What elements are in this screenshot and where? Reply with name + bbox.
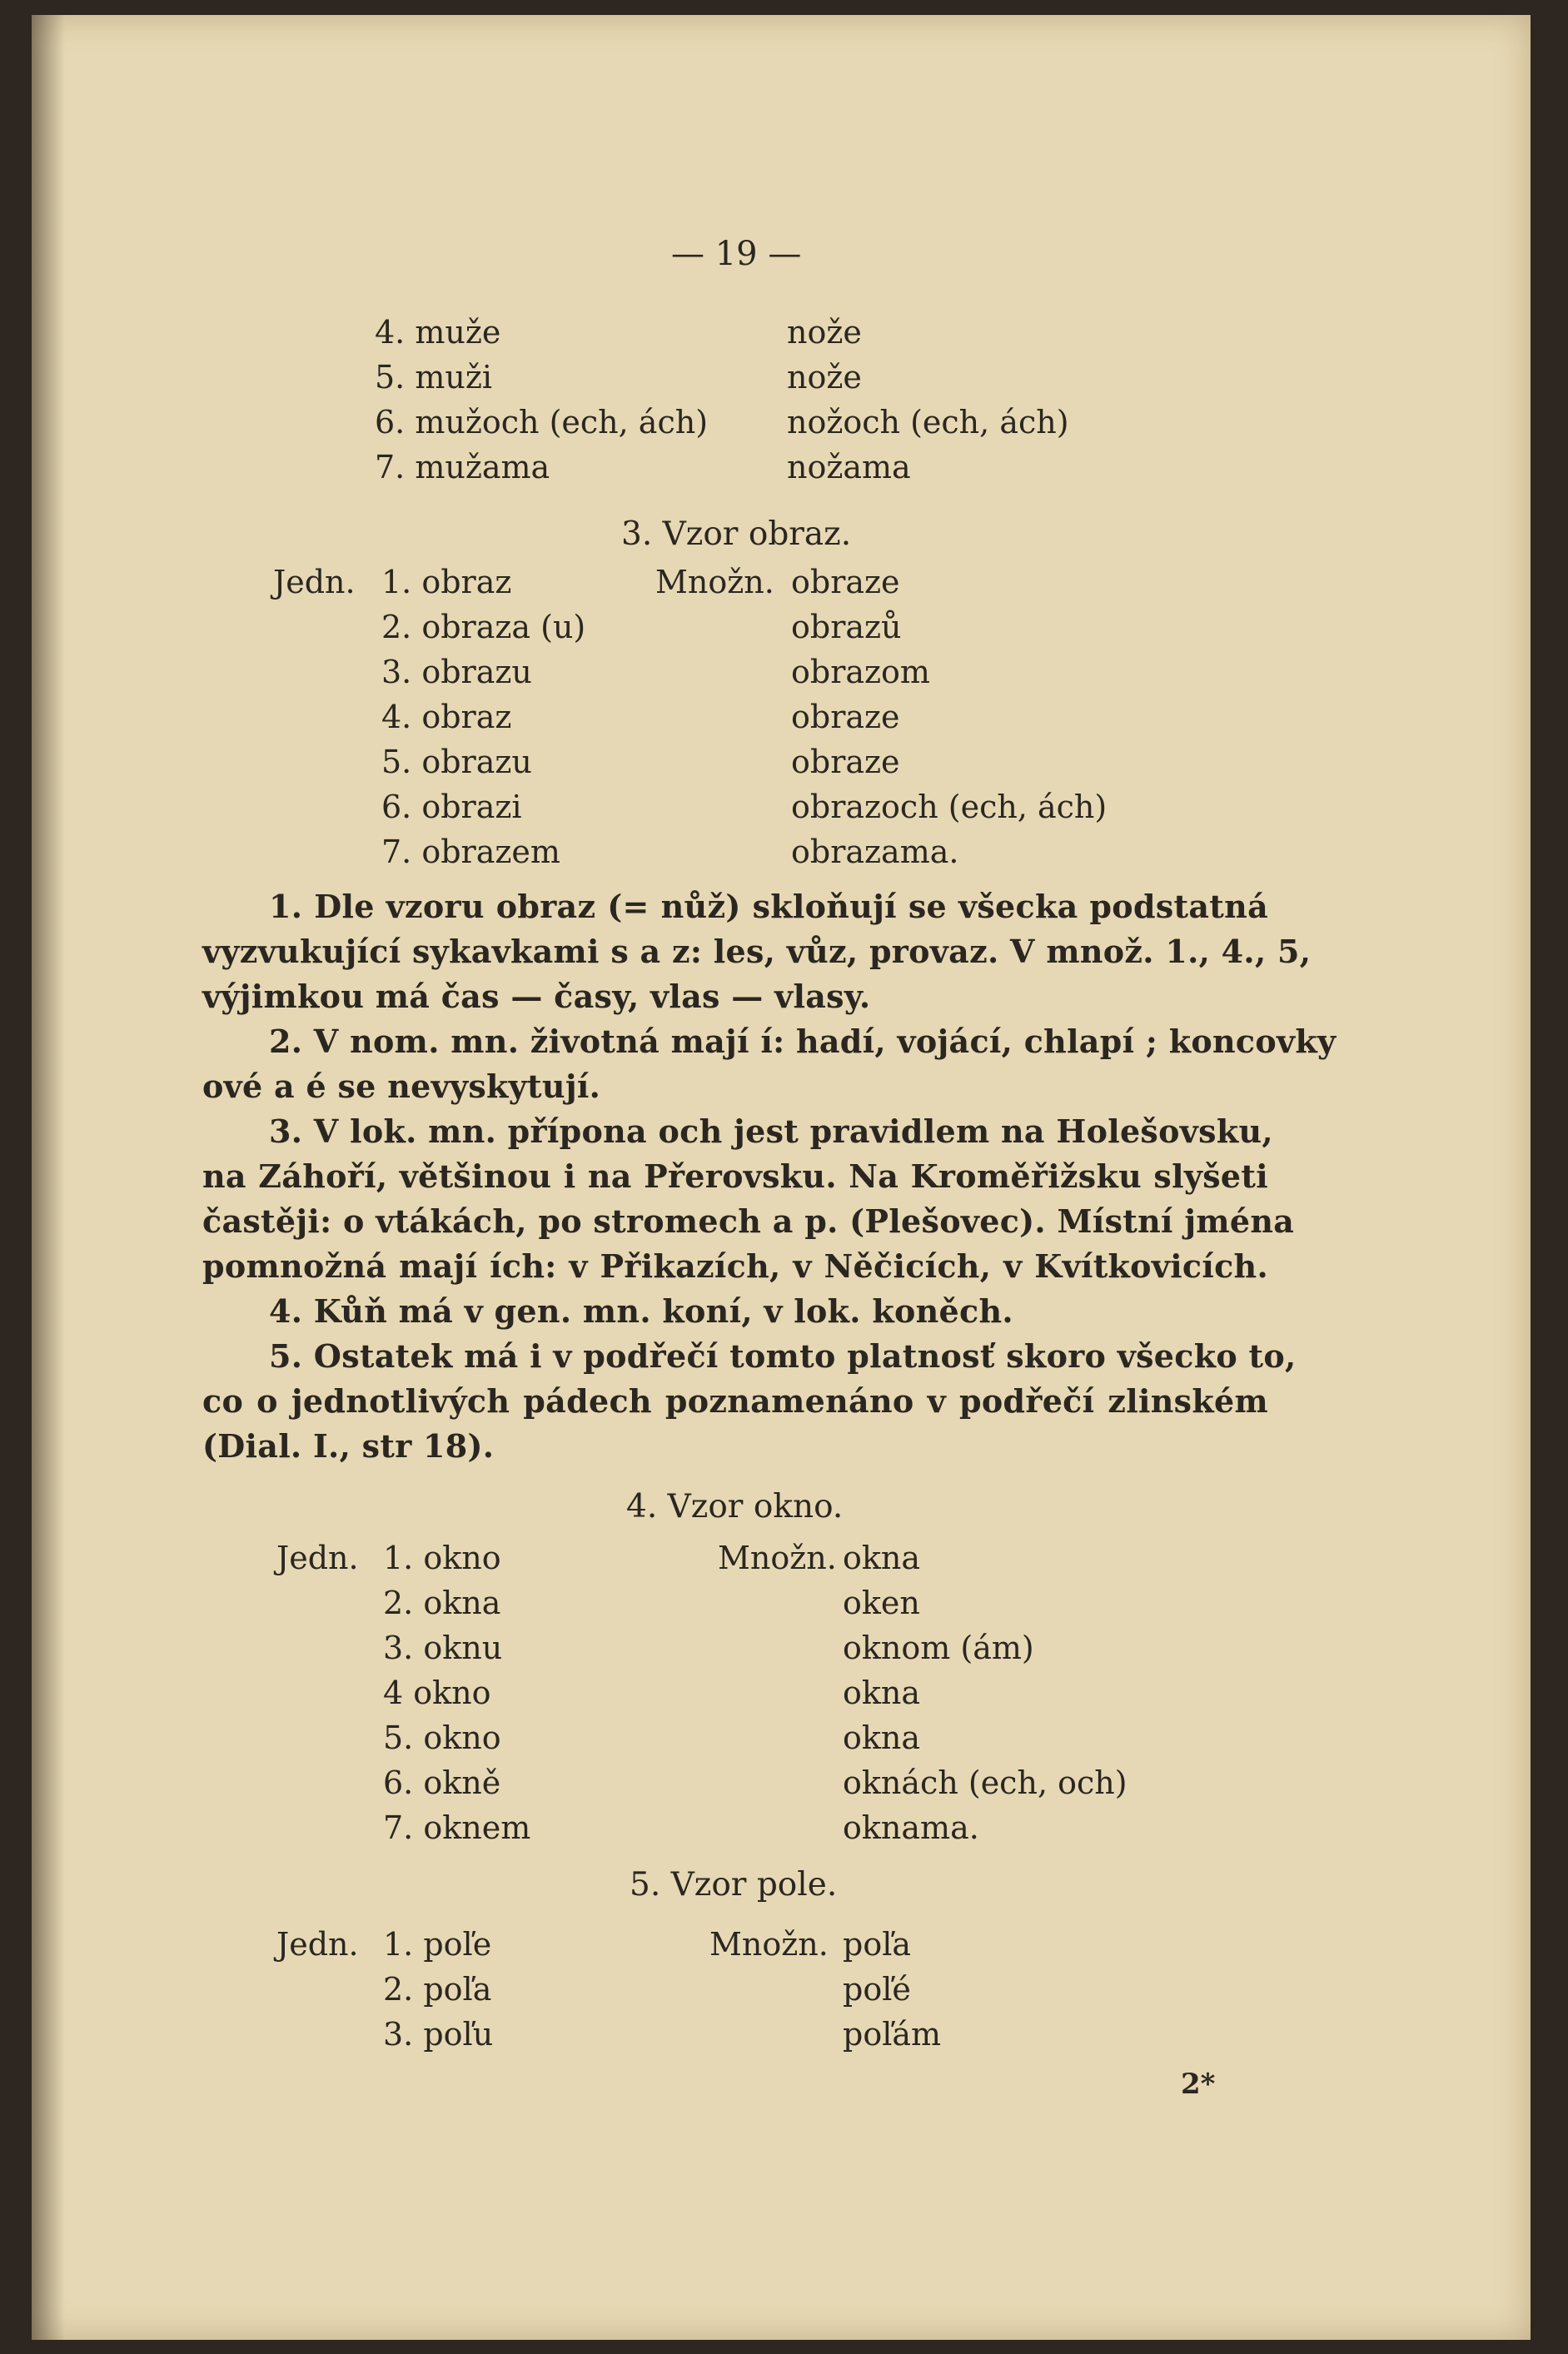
okno-pl-6: oknách (ech, och) xyxy=(843,1764,1127,1801)
obraz-pl-2: obrazů xyxy=(791,609,902,645)
note-line-7: na Záhoří, většinou i na Přerovsku. Na Kroměřižsku slyšeti xyxy=(202,1157,1268,1195)
note-line-3: výjimkou má čas — časy, vlas — vlasy. xyxy=(202,978,871,1015)
note-line-13: (Dial. I., str 18). xyxy=(202,1427,495,1465)
muz-pl-5: nože xyxy=(787,359,862,396)
pole-pl-1: poľa xyxy=(843,1926,912,1963)
okno-pl-2: oken xyxy=(843,1585,920,1621)
obraz-heading: 3. Vzor obraz. xyxy=(621,515,852,553)
obraz-sg-4: 4. obraz xyxy=(381,699,512,735)
page-number: — 19 — xyxy=(671,235,802,273)
pole-heading: 5. Vzor pole. xyxy=(630,1866,838,1904)
okno-sg-2: 2. okna xyxy=(383,1585,501,1621)
okno-sg-7: 7. oknem xyxy=(383,1809,531,1846)
muz-pl-4: nože xyxy=(787,314,862,351)
obraz-jedn-label: Jedn. xyxy=(273,564,356,600)
okno-pl-4: okna xyxy=(843,1675,921,1711)
okno-pl-5: okna xyxy=(843,1719,921,1756)
note-line-6: 3. V lok. mn. přípona och jest pravidlem na Holešovsku, xyxy=(269,1112,1273,1150)
obraz-sg-2: 2. obraza (u) xyxy=(381,609,586,645)
obraz-sg-3: 3. obrazu xyxy=(381,654,532,690)
obraz-mnozn-label: Množn. xyxy=(655,564,774,600)
okno-pl-7: oknama. xyxy=(843,1809,979,1846)
note-line-2: vyzvukující sykavkami s a z: les, vůz, provaz. V množ. 1., 4., 5, xyxy=(202,933,1312,970)
obraz-pl-7: obrazama. xyxy=(791,834,959,870)
obraz-sg-5: 5. obrazu xyxy=(381,744,532,780)
obraz-pl-3: obrazom xyxy=(791,654,930,690)
okno-sg-5: 5. okno xyxy=(383,1719,501,1756)
note-line-11: 5. Ostatek má i v podřečí tomto platnosť skoro všecko to, xyxy=(269,1337,1297,1375)
muz-sg-4: 4. muže xyxy=(375,314,501,351)
okno-pl-3: oknom (ám) xyxy=(843,1630,1034,1666)
note-line-12: co o jednotlivých pádech poznamenáno v podřečí zlinském xyxy=(202,1382,1268,1420)
okno-pl-1: okna xyxy=(843,1540,921,1576)
obraz-sg-6: 6. obrazi xyxy=(381,789,522,825)
pole-mnozn-label: Množn. xyxy=(709,1926,829,1963)
okno-heading: 4. Vzor okno. xyxy=(626,1488,844,1525)
obraz-pl-6: obrazoch (ech, ách) xyxy=(791,789,1108,825)
okno-mnozn-label: Množn. xyxy=(718,1540,837,1576)
okno-sg-4: 4 okno xyxy=(383,1675,491,1711)
obraz-pl-1: obraze xyxy=(791,564,900,600)
obraz-pl-4: obraze xyxy=(791,699,900,735)
muz-sg-7: 7. mužama xyxy=(375,449,550,485)
pole-pl-3: poľám xyxy=(843,2016,942,2053)
signature-mark: 2* xyxy=(1181,2068,1216,2101)
muz-pl-6: nožoch (ech, ách) xyxy=(787,404,1069,440)
pole-pl-2: poľé xyxy=(843,1971,911,2008)
okno-sg-6: 6. okně xyxy=(383,1764,501,1801)
note-line-9: pomnožná mají ích: v Přikazích, v Něčicích, v Kvítkovicích. xyxy=(202,1247,1268,1285)
pole-sg-1: 1. poľe xyxy=(383,1926,492,1963)
note-line-1: 1. Dle vzoru obraz (= nůž) skloňují se všecka podstatná xyxy=(269,888,1268,925)
note-line-8: častěji: o vtákách, po stromech a p. (Plešovec). Místní jména xyxy=(202,1202,1295,1240)
muz-sg-6: 6. mužoch (ech, ách) xyxy=(375,404,709,440)
pole-jedn-label: Jedn. xyxy=(276,1926,359,1963)
note-line-5: ové a é se nevyskytují. xyxy=(202,1068,601,1105)
muz-pl-7: nožama xyxy=(787,449,911,485)
okno-jedn-label: Jedn. xyxy=(276,1540,359,1576)
okno-sg-1: 1. okno xyxy=(383,1540,501,1576)
note-line-10: 4. Kůň má v gen. mn. koní, v lok. koněch. xyxy=(269,1292,1013,1330)
pole-sg-2: 2. poľa xyxy=(383,1971,492,2008)
obraz-sg-1: 1. obraz xyxy=(381,564,512,600)
note-line-4: 2. V nom. mn. životná mají í: hadí, vojácí, chlapí ; koncovky xyxy=(269,1023,1337,1060)
muz-sg-5: 5. muži xyxy=(375,359,493,396)
pole-sg-3: 3. poľu xyxy=(383,2016,494,2053)
obraz-sg-7: 7. obrazem xyxy=(381,834,560,870)
okno-sg-3: 3. oknu xyxy=(383,1630,503,1666)
obraz-pl-5: obraze xyxy=(791,744,900,780)
